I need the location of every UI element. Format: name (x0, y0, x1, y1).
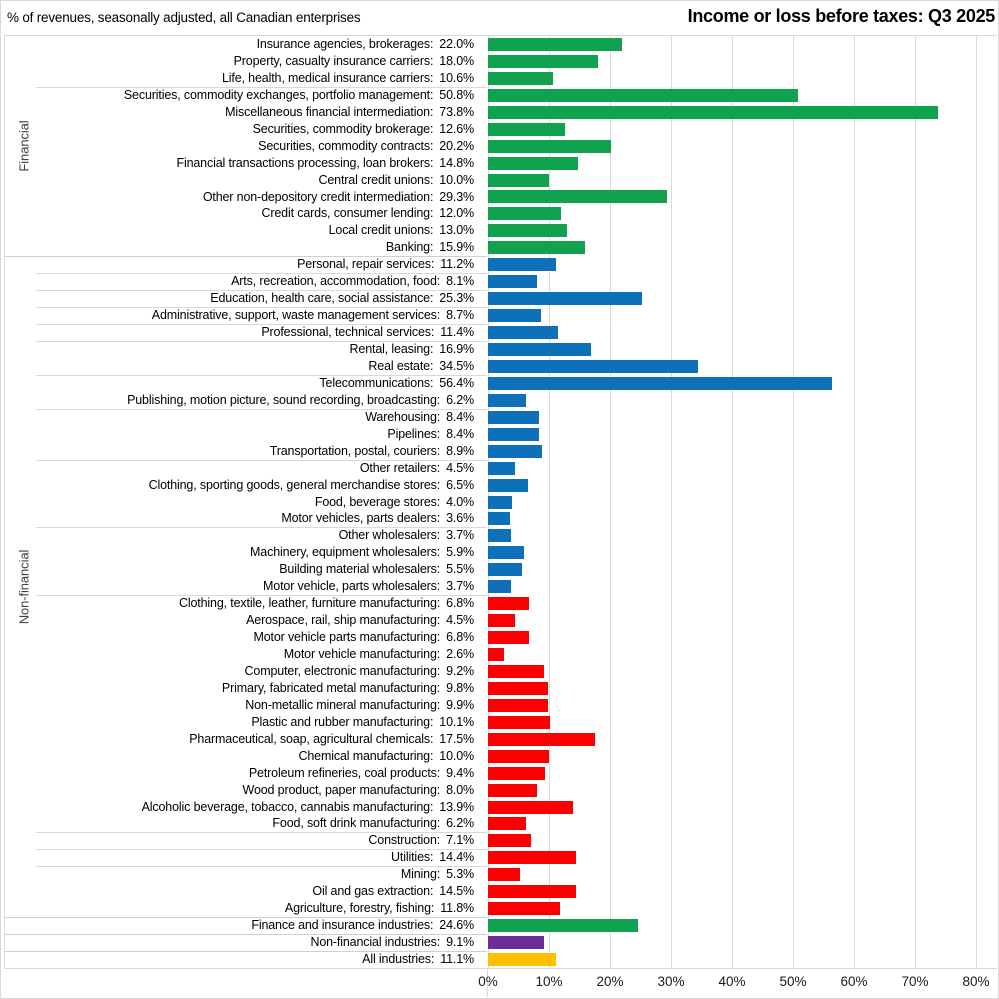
row-label (1, 138, 474, 155)
row-label (1, 510, 474, 527)
row-category-text: Central credit unions: (318, 172, 434, 187)
row-label (1, 748, 474, 765)
data-bar (488, 767, 545, 780)
row-value-text: 14.4% (439, 850, 474, 865)
row-label (1, 53, 474, 70)
row-label (1, 815, 474, 832)
row-category-text: Transportation, postal, couriers: (269, 443, 441, 458)
row-category-text: Machinery, equipment wholesalers: (250, 545, 441, 560)
row-value-text: 11.8% (440, 901, 474, 916)
row-category-text: Primary, fabricated metal manufacturing: (221, 680, 441, 695)
row-value-text: 13.9% (439, 799, 474, 814)
x-tick-label: 30% (657, 974, 685, 989)
row-label (1, 934, 474, 951)
row-value-text: 5.9% (446, 545, 474, 560)
data-bar (488, 817, 526, 830)
row-label (1, 765, 474, 782)
row-category-text: Securities, commodity brokerage: (252, 121, 434, 136)
row-value-text: 9.8% (446, 680, 474, 695)
row-category-text: Miscellaneous financial intermediation: (225, 104, 434, 119)
row-value-text: 8.4% (446, 426, 474, 441)
row-label (1, 629, 474, 646)
row-value-text: 12.0% (439, 206, 474, 221)
data-bar (488, 648, 504, 661)
data-bar (488, 241, 585, 254)
x-tick-label: 60% (840, 974, 868, 989)
row-category-text: Other non-depository credit intermediation: (202, 189, 434, 204)
data-bar (488, 89, 798, 102)
data-bar (488, 563, 522, 576)
data-bar (488, 224, 567, 237)
row-label (1, 799, 474, 816)
row-value-text: 6.5% (446, 477, 474, 492)
data-bar (488, 106, 938, 119)
row-label (1, 578, 474, 595)
row-category-text: Other retailers: (359, 460, 441, 475)
row-category-text: Building material wholesalers: (279, 562, 441, 577)
chart-subtitle: % of revenues, seasonally adjusted, all Canadian enterprises (7, 10, 361, 25)
row-value-text: 22.0% (439, 37, 474, 51)
data-bar (488, 38, 622, 51)
data-bar (488, 885, 576, 898)
row-label (1, 307, 474, 324)
x-tick-label: 40% (718, 974, 746, 989)
x-gridline (793, 36, 794, 968)
data-bar (488, 479, 528, 492)
row-category-text: Non-financial industries: (310, 935, 441, 950)
data-bar (488, 851, 576, 864)
data-bar (488, 919, 638, 932)
row-category-text: Motor vehicle manufacturing: (283, 647, 441, 662)
data-bar (488, 55, 598, 68)
data-bar (488, 631, 529, 644)
row-label (1, 70, 474, 87)
row-category-text: Non-metallic mineral manufacturing: (245, 697, 441, 712)
row-value-text: 17.5% (439, 731, 474, 746)
row-label (1, 375, 474, 392)
row-category-text: Chemical manufacturing: (298, 748, 434, 763)
data-bar (488, 343, 591, 356)
row-value-text: 11.2% (440, 257, 474, 272)
data-bar (488, 292, 642, 305)
row-category-text: Pipelines: (387, 426, 441, 441)
row-category-text: Motor vehicles, parts dealers: (281, 511, 441, 526)
row-label (1, 494, 474, 511)
row-label (1, 832, 474, 849)
row-category-text: Life, health, medical insurance carriers: (221, 70, 434, 85)
data-bar (488, 72, 553, 85)
row-label (1, 273, 474, 290)
data-bar (488, 123, 565, 136)
x-gridline (549, 36, 550, 968)
row-value-text: 2.6% (446, 647, 474, 662)
data-bar (488, 665, 544, 678)
data-bar (488, 377, 832, 390)
row-category-text: Mining: (400, 867, 441, 882)
x-tick-label: 80% (962, 974, 990, 989)
row-label (1, 205, 474, 222)
data-bar (488, 157, 578, 170)
row-category-text: All industries: (362, 952, 435, 967)
row-label (1, 646, 474, 663)
row-category-text: Petroleum refineries, coal products: (248, 765, 441, 780)
data-bar (488, 784, 537, 797)
row-label (1, 883, 474, 900)
data-bar (488, 394, 526, 407)
data-bar (488, 529, 511, 542)
row-label (1, 409, 474, 426)
row-value-text: 11.1% (440, 952, 474, 967)
row-value-text: 56.4% (439, 375, 474, 390)
row-label (1, 731, 474, 748)
row-category-text: Wood product, paper manufacturing: (242, 782, 441, 797)
row-label (1, 290, 474, 307)
row-value-text: 8.0% (446, 782, 474, 797)
row-category-text: Finance and insurance industries: (251, 918, 434, 933)
row-value-text: 9.9% (446, 697, 474, 712)
row-value-text: 10.0% (439, 172, 474, 187)
row-value-text: 10.1% (439, 714, 474, 729)
data-bar (488, 801, 573, 814)
row-value-text: 6.8% (446, 596, 474, 611)
row-category-text: Rental, leasing: (349, 342, 434, 357)
data-bar (488, 902, 560, 915)
row-label (1, 714, 474, 731)
plot-bottom-border (4, 968, 997, 969)
data-bar (488, 140, 611, 153)
row-label (1, 172, 474, 189)
row-value-text: 11.4% (440, 325, 474, 340)
row-category-text: Education, health care, social assistance: (210, 291, 434, 306)
row-category-text: Agriculture, forestry, fishing: (284, 901, 435, 916)
row-value-text: 34.5% (439, 358, 474, 373)
data-bar (488, 597, 529, 610)
row-label (1, 324, 474, 341)
data-bar (488, 716, 550, 729)
row-category-text: Utilities: (391, 850, 434, 865)
row-category-text: Securities, commodity contracts: (258, 138, 434, 153)
row-value-text: 73.8% (439, 104, 474, 119)
row-label (1, 87, 474, 104)
row-category-text: Publishing, motion picture, sound recording, broadcasting: (127, 392, 441, 407)
row-value-text: 6.2% (446, 816, 474, 831)
row-label (1, 544, 474, 561)
row-label (1, 121, 474, 138)
row-value-text: 3.6% (446, 511, 474, 526)
row-value-text: 50.8% (439, 87, 474, 102)
row-category-text: Motor vehicle parts manufacturing: (253, 630, 441, 645)
row-category-text: Pharmaceutical, soap, agricultural chemicals: (189, 731, 434, 746)
row-value-text: 25.3% (439, 291, 474, 306)
row-label (1, 900, 474, 917)
data-bar (488, 174, 549, 187)
row-value-text: 16.9% (439, 342, 474, 357)
row-category-text: Warehousing: (365, 409, 441, 424)
row-label (1, 680, 474, 697)
row-value-text: 9.1% (446, 935, 474, 950)
data-bar (488, 190, 667, 203)
row-category-text: Real estate: (368, 358, 434, 373)
row-category-text: Property, casualty insurance carriers: (233, 53, 434, 68)
row-label (1, 341, 474, 358)
x-gridline (854, 36, 855, 968)
row-value-text: 6.8% (446, 630, 474, 645)
data-bar (488, 496, 512, 509)
chart-title: Income or loss before taxes: Q3 2025 (687, 6, 995, 26)
data-bar (488, 868, 520, 881)
row-label (1, 697, 474, 714)
row-category-text: Food, soft drink manufacturing: (272, 816, 441, 831)
row-category-text: Other wholesalers: (338, 528, 441, 543)
row-category-text: Insurance agencies, brokerages: (256, 37, 434, 51)
row-value-text: 10.0% (439, 748, 474, 763)
row-value-text: 4.5% (446, 613, 474, 628)
row-category-text: Plastic and rubber manufacturing: (251, 714, 434, 729)
x-tick-label: 50% (779, 974, 807, 989)
row-value-text: 8.9% (446, 443, 474, 458)
row-category-text: Arts, recreation, accommodation, food: (231, 274, 441, 289)
row-value-text: 5.3% (446, 867, 474, 882)
data-bar (488, 445, 542, 458)
row-category-text: Clothing, textile, leather, furniture manufacturing: (178, 596, 441, 611)
row-value-text: 20.2% (439, 138, 474, 153)
data-bar (488, 546, 524, 559)
row-value-text: 15.9% (439, 240, 474, 255)
row-value-text: 4.5% (446, 460, 474, 475)
row-value-text: 14.5% (439, 884, 474, 899)
row-value-text: 24.6% (439, 918, 474, 933)
row-label (1, 222, 474, 239)
row-label (1, 866, 474, 883)
data-bar (488, 428, 539, 441)
data-bar (488, 326, 558, 339)
row-label (1, 527, 474, 544)
row-category-text: Telecommunications: (319, 375, 434, 390)
row-label (1, 917, 474, 934)
data-bar (488, 309, 541, 322)
x-tick-label: 70% (901, 974, 929, 989)
data-bar (488, 411, 539, 424)
data-bar (488, 462, 515, 475)
row-category-text: Credit cards, consumer lending: (261, 206, 434, 221)
row-category-text: Construction: (368, 833, 441, 848)
x-gridline (915, 36, 916, 968)
data-bar (488, 275, 537, 288)
row-value-text: 6.2% (446, 392, 474, 407)
row-value-text: 4.0% (446, 494, 474, 509)
row-label (1, 104, 474, 121)
x-tick-label: 0% (478, 974, 498, 989)
data-bar (488, 614, 515, 627)
row-label (1, 358, 474, 375)
data-bar (488, 953, 556, 966)
x-tick-label: 20% (596, 974, 624, 989)
x-gridline (671, 36, 672, 968)
row-category-text: Food, beverage stores: (314, 494, 441, 509)
row-label (1, 155, 474, 172)
row-label (1, 189, 474, 206)
row-value-text: 3.7% (446, 579, 474, 594)
x-gridline (610, 36, 611, 968)
row-category-text: Alcoholic beverage, tobacco, cannabis manufacturing: (141, 799, 434, 814)
row-category-text: Local credit unions: (328, 223, 434, 238)
row-label (1, 849, 474, 866)
data-bar (488, 580, 511, 593)
row-category-text: Professional, technical services: (261, 325, 435, 340)
x-gridline (732, 36, 733, 968)
row-label (1, 951, 474, 968)
data-bar (488, 733, 595, 746)
row-label (1, 663, 474, 680)
row-value-text: 8.7% (446, 308, 474, 323)
data-bar (488, 512, 510, 525)
row-value-text: 5.5% (446, 562, 474, 577)
row-label (1, 460, 474, 477)
row-label (1, 426, 474, 443)
row-label (1, 595, 474, 612)
x-tick-label: 10% (535, 974, 563, 989)
axis-group-label: Non-financial (16, 549, 32, 625)
x-gridline (976, 36, 977, 968)
row-category-text: Motor vehicle, parts wholesalers: (263, 579, 441, 594)
row-category-text: Banking: (385, 240, 434, 255)
row-category-text: Personal, repair services: (297, 257, 435, 272)
row-value-text: 9.2% (446, 663, 474, 678)
row-value-text: 14.8% (439, 155, 474, 170)
data-bar (488, 682, 548, 695)
row-value-text: 13.0% (439, 223, 474, 238)
row-label (1, 392, 474, 409)
data-bar (488, 360, 698, 373)
data-bar (488, 699, 548, 712)
row-value-text: 9.4% (446, 765, 474, 780)
row-label (1, 782, 474, 799)
data-bar (488, 207, 561, 220)
row-category-text: Financial transactions processing, loan brokers: (176, 155, 434, 170)
row-value-text: 12.6% (439, 121, 474, 136)
row-category-text: Administrative, support, waste management services: (151, 308, 441, 323)
row-category-text: Securities, commodity exchanges, portfolio management: (123, 87, 434, 102)
row-label (1, 612, 474, 629)
row-value-text: 3.7% (446, 528, 474, 543)
row-label (1, 561, 474, 578)
row-value-text: 10.6% (439, 70, 474, 85)
row-label (1, 443, 474, 460)
axis-group-label: Financial (16, 120, 32, 172)
row-label (1, 477, 474, 494)
data-bar (488, 750, 549, 763)
row-category-text: Computer, electronic manufacturing: (244, 663, 441, 678)
row-value-text: 18.0% (439, 53, 474, 68)
row-value-text: 8.1% (446, 274, 474, 289)
row-category-text: Aerospace, rail, ship manufacturing: (246, 613, 441, 628)
row-value-text: 8.4% (446, 409, 474, 424)
data-bar (488, 936, 544, 949)
row-value-text: 7.1% (446, 833, 474, 848)
row-value-text: 29.3% (439, 189, 474, 204)
data-bar (488, 834, 531, 847)
row-label (1, 239, 474, 256)
row-label (1, 36, 474, 53)
data-bar (488, 258, 556, 271)
row-label (1, 256, 474, 273)
row-category-text: Oil and gas extraction: (312, 884, 434, 899)
row-category-text: Clothing, sporting goods, general merchandise stores: (148, 477, 441, 492)
